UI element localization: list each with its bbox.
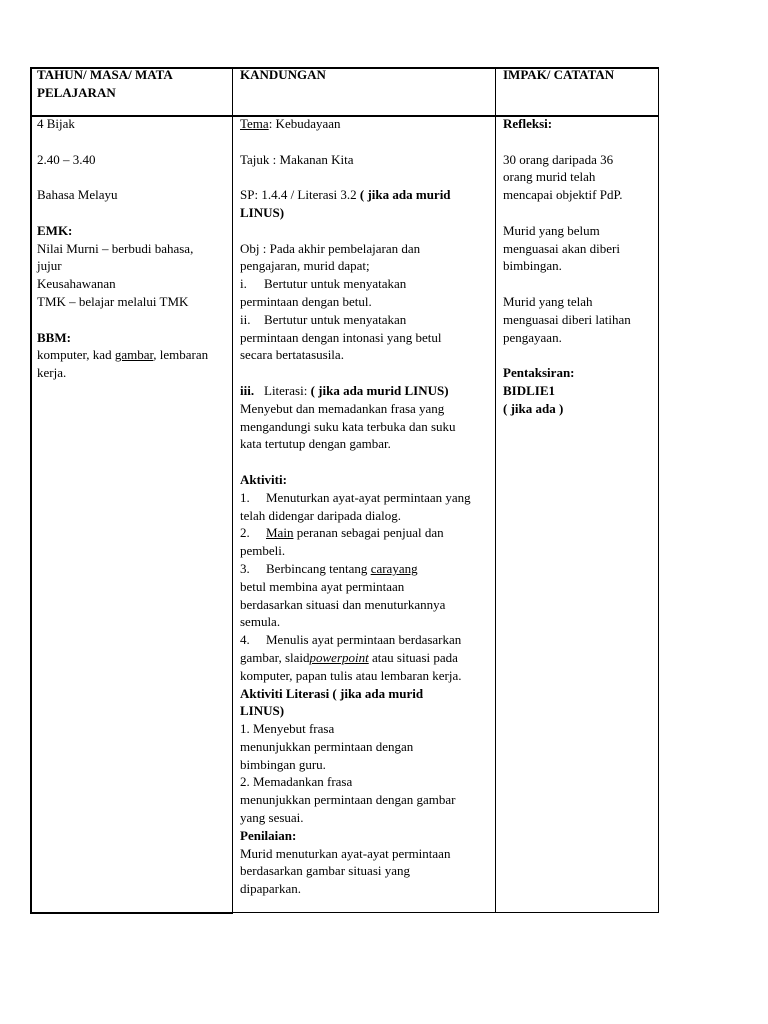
objektif-iii-cont: Menyebut dan memadankan frasa yang <box>240 400 445 416</box>
penilaian-heading: Penilaian: <box>240 827 297 843</box>
sp-line <box>240 186 492 204</box>
pentaksiran-heading: Pentaksiran: <box>503 365 575 381</box>
aktiviti-heading: Aktiviti: <box>240 471 287 487</box>
kelas-text: 4 Bijak <box>37 116 75 131</box>
column-kandungan <box>240 115 492 898</box>
literasi-1-cont: menunjukkan permintaan dengan <box>240 738 414 754</box>
aktiviti-4 <box>240 631 492 649</box>
refleksi-line: Murid yang belum <box>503 222 600 238</box>
refleksi-line: orang murid telah <box>503 169 596 185</box>
header-impak-catatan: IMPAK/ CATATAN <box>503 67 615 82</box>
pentaksiran-note: ( jika ada ) <box>503 400 564 416</box>
bbm-heading: BBM: <box>37 329 71 345</box>
aktiviti-text: Menulis ayat permintaan berdasarkan <box>266 632 462 648</box>
aktiviti-text: peranan sebagai penjual dan <box>293 525 444 541</box>
header-tahun-masa <box>37 66 227 102</box>
bbm-text: , lembaran <box>153 347 209 363</box>
bbm-gambar-underlined: gambar <box>114 347 154 363</box>
tema-line <box>240 115 492 133</box>
emk-line: Keusahawanan <box>37 276 116 292</box>
objektif-ii-text: Bertutur untuk menyatakan <box>264 311 407 327</box>
aktiviti-main-underlined: Main <box>266 525 294 541</box>
emk-line: jujur <box>37 258 62 274</box>
refleksi-heading: Refleksi: <box>503 116 553 131</box>
penilaian-line: berdasarkan gambar situasi yang <box>240 863 411 879</box>
aktiviti-literasi-heading-cont: LINUS) <box>240 703 285 719</box>
objektif-ii-cont: permintaan dengan intonasi yang betul <box>240 329 442 345</box>
objektif-iii-linus: ( jika ada murid LINUS) <box>310 382 449 398</box>
aktiviti-carayang-underlined: carayang <box>370 560 418 576</box>
masa-text: 2.40 – 3.40 <box>37 151 96 167</box>
objektif-i <box>240 275 492 293</box>
aktiviti-1 <box>240 489 492 507</box>
table-col-divider-1 <box>232 67 233 914</box>
tema-value: : Kebudayaan <box>268 116 341 131</box>
refleksi-line: bimbingan. <box>503 258 562 274</box>
tajuk-line: Tajuk : Makanan Kita <box>240 151 354 167</box>
refleksi-line: menguasai akan diberi <box>503 240 620 256</box>
aktiviti-text: atau situasi pada <box>368 649 458 665</box>
column-tahun-masa <box>37 115 232 382</box>
sp-linus-note: ( jika ada murid <box>359 187 451 203</box>
subjek-text: Bahasa Melayu <box>37 187 118 203</box>
penilaian-line: Murid menuturkan ayat-ayat permintaan <box>240 845 451 861</box>
literasi-1: 1. Menyebut frasa <box>240 721 335 737</box>
aktiviti-num: 1. <box>240 489 250 505</box>
objektif-iii <box>240 382 492 400</box>
table-border-bottom-col1 <box>30 912 233 914</box>
aktiviti-4-cont <box>240 649 492 667</box>
refleksi-line: menguasai diberi latihan <box>503 311 631 327</box>
table-border-left <box>30 67 32 914</box>
objektif-ii-num: ii. <box>240 311 251 327</box>
bbm-text: komputer, kad <box>37 347 115 363</box>
bbm-line <box>37 346 232 364</box>
aktiviti-2 <box>240 524 492 542</box>
table-border-right <box>658 67 659 913</box>
literasi-2: 2. Memadankan frasa <box>240 774 353 790</box>
aktiviti-text: gambar, slaid <box>240 649 310 665</box>
objektif-iii-cont: mengandungi suku kata terbuka dan suku <box>240 418 456 434</box>
emk-line: TMK – belajar melalui TMK <box>37 293 189 309</box>
objektif-ii <box>240 311 492 329</box>
objektif-iii-cont: kata tertutup dengan gambar. <box>240 436 391 452</box>
sp-linus-note-cont: LINUS) <box>240 204 285 220</box>
aktiviti-1-cont: telah didengar daripada dialog. <box>240 507 401 523</box>
aktiviti-literasi-heading: Aktiviti Literasi ( jika ada murid <box>240 685 424 701</box>
objektif-line: Obj : Pada akhir pembelajaran dan <box>240 240 421 256</box>
aktiviti-text: Menuturkan ayat-ayat permintaan yang <box>266 489 471 505</box>
objektif-i-text: Bertutur untuk menyatakan <box>264 276 407 292</box>
powerpoint-italic: powerpoint <box>309 649 369 665</box>
aktiviti-3-cont: berdasarkan situasi dan menuturkannya <box>240 596 446 612</box>
pentaksiran-bidlie: BIDLIE1 <box>503 382 556 398</box>
refleksi-line: 30 orang daripada 36 <box>503 151 614 167</box>
objektif-iii-num: iii. <box>240 382 255 398</box>
bbm-line: kerja. <box>37 365 67 381</box>
emk-line: Nilai Murni – berbudi bahasa, <box>37 240 194 256</box>
emk-heading: EMK: <box>37 222 73 238</box>
literasi-2-cont: menunjukkan permintaan dengan gambar <box>240 792 456 808</box>
literasi-1-cont: bimbingan guru. <box>240 756 326 772</box>
objektif-line: pengajaran, murid dapat; <box>240 258 370 274</box>
column-impak-catatan <box>503 115 655 418</box>
objektif-iii-text: Literasi: <box>264 382 311 398</box>
header-col1-line2: PELAJARAN <box>37 84 116 100</box>
penilaian-line: dipaparkan. <box>240 881 302 897</box>
refleksi-line: pengayaan. <box>503 329 562 345</box>
aktiviti-num: 3. <box>240 560 250 576</box>
literasi-2-cont: yang sesuai. <box>240 810 304 826</box>
aktiviti-num: 4. <box>240 632 250 648</box>
refleksi-line: mencapai objektif PdP. <box>503 187 623 203</box>
aktiviti-num: 2. <box>240 525 250 541</box>
objektif-ii-cont: secara bertatasusila. <box>240 347 344 363</box>
aktiviti-4-cont: komputer, papan tulis atau lembaran kerja. <box>240 667 462 683</box>
objektif-i-cont: permintaan dengan betul. <box>240 293 372 309</box>
tema-label: Tema <box>240 116 269 131</box>
aktiviti-2-cont: pembeli. <box>240 543 286 559</box>
aktiviti-3-cont: betul membina ayat permintaan <box>240 578 405 594</box>
header-col1-line1: TAHUN/ MASA/ MATA <box>37 67 173 82</box>
header-kandungan: KANDUNGAN <box>240 67 326 82</box>
objektif-i-num: i. <box>240 276 247 292</box>
aktiviti-3 <box>240 560 492 578</box>
table-col-divider-2 <box>495 67 496 913</box>
table-border-bottom <box>232 912 659 913</box>
sp-text: SP: 1.4.4 / Literasi 3.2 <box>240 187 360 203</box>
aktiviti-text: Berbincang tentang <box>266 560 371 576</box>
aktiviti-3-cont: semula. <box>240 614 281 630</box>
refleksi-line: Murid yang telah <box>503 293 593 309</box>
